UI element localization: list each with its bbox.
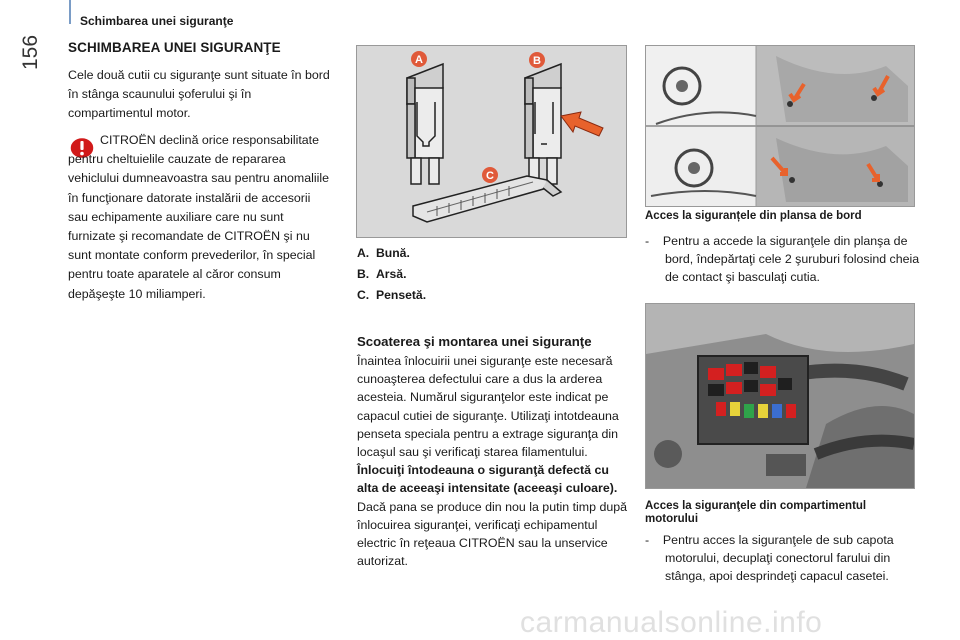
page-number: 156 bbox=[19, 34, 42, 70]
engine-fusebox-figure bbox=[645, 303, 915, 489]
intro-paragraph: Cele două cutii cu siguranţe sunt situate în bord în stânga scaunului şoferului şi în compartimentul motor. bbox=[68, 68, 330, 121]
warning-paragraph: CITROËN declină orice responsabilitate pentru cheltuielile cauzate de repararea vehiclului dumneavoastra sau pentru anomaliile în funcţionare datorate instalării de accesorii sau echipamente auxiliare care nu sunt furnizate şi recomandate de CITROËN şi nu sunt montate conform prevederilor, în special pentru toate aparatele al căror consum depăşeşte 10 miliamperi. bbox=[68, 133, 330, 301]
page-title: SCHIMBAREA UNEI SIGURANŢE bbox=[68, 40, 281, 55]
section-subtitle: Scoaterea şi montarea unei siguranţe bbox=[357, 334, 592, 349]
important-note: Înlocuiţi întodeauna o siguranţă defectă cu alta de aceeaşi intensitate (aceeaşi culoare). bbox=[357, 463, 618, 496]
caption-dashboard-fuses: Acces la siguranțele din plansa de bord bbox=[645, 210, 862, 222]
legend-item-c: C. Pensetă. bbox=[357, 288, 427, 302]
removal-paragraph: Înaintea înlocuirii unei siguranţe este necesară cunoaşterea defectului care a dus la arderea acesteia. Numărul siguranţelor este indicat pe capacul cutiei de siguranţe. Utilizaţi intotdeauna penseta speciala pentru a extrage siguranţa din locaşul sau şi verificaţi starea filamentului. Înlocuiţi întodeauna o siguranţă defectă cu alta de aceeaşi intensitate (aceeaşi culoare). Dacă pana se produce din nou la putin timp după înlocuirea siguranţei, verificaţi echipamentul electric în reţeaua CITROËN sau la unservice autorizat. bbox=[357, 352, 632, 570]
fuse-blown-illustration bbox=[525, 64, 561, 184]
fuse-good-illustration bbox=[407, 64, 443, 184]
arrow-icon bbox=[561, 112, 603, 136]
caption-engine-fuses: Acces la siguranţele din compartimentul motorului bbox=[645, 500, 867, 525]
section-header: Schimbarea unei siguranţe bbox=[80, 14, 234, 28]
fuse-figure bbox=[356, 45, 627, 238]
bullet-dashboard-fuses: - Pentru a accede la siguranţele din planşa de bord, îndepărtaţi cele 2 şuruburi folosind cheia de contact şi basculaţi cutia. bbox=[645, 234, 920, 285]
legend-item-a: A. Bună. bbox=[357, 246, 410, 260]
label-c: C bbox=[486, 170, 494, 182]
label-a: A bbox=[415, 54, 423, 66]
watermark: carmanualsonline.info bbox=[520, 606, 823, 639]
dashboard-fusebox-figure bbox=[645, 45, 915, 207]
bullet-engine-fuses: - Pentru acces la siguranţele de sub capota motorului, decuplaţi conectorul farului din stânga, apoi desprindeţi capacul casetei. bbox=[645, 533, 894, 584]
legend-item-b: B. Arsă. bbox=[357, 267, 407, 281]
label-b: B bbox=[533, 55, 541, 67]
header-accent-bar bbox=[69, 0, 71, 24]
